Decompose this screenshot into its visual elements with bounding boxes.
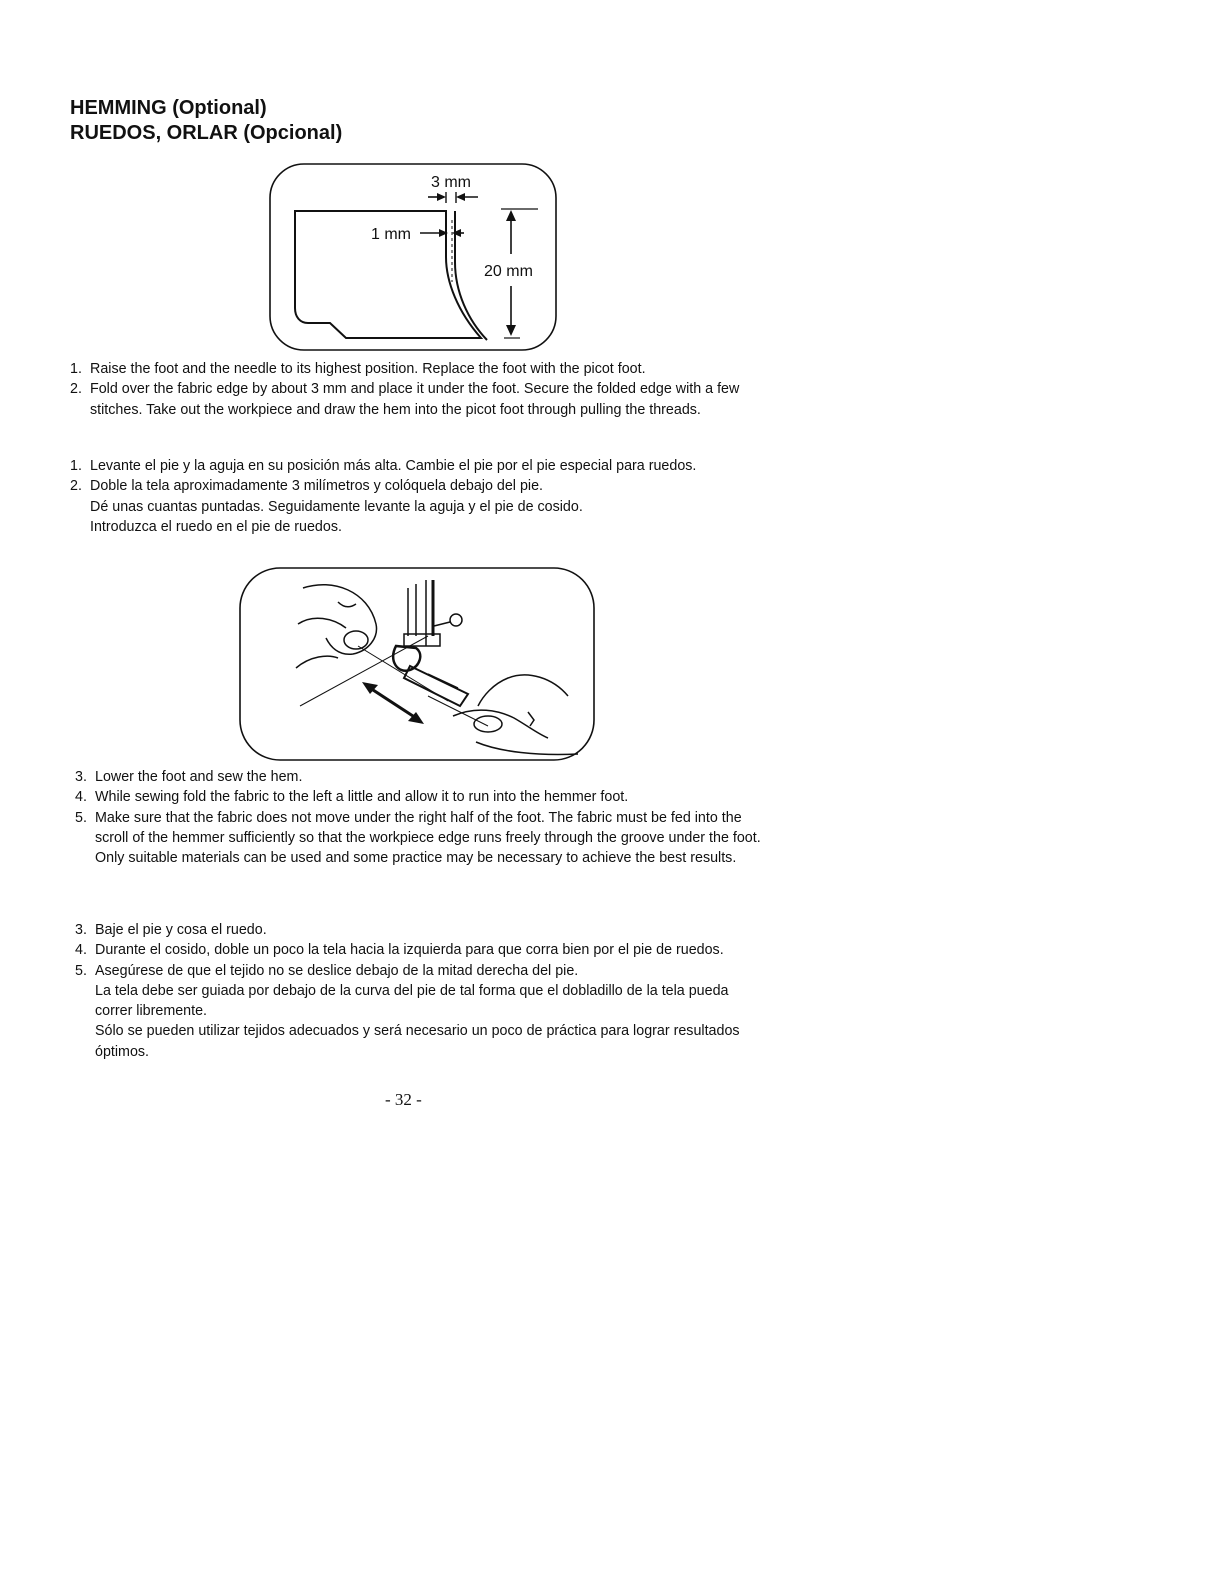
label-1mm: 1 mm (371, 226, 411, 243)
sewing-hem-illustration (238, 566, 598, 764)
step-item: 4. While sewing fold the fabric to the left a little and allow it to run into the hemmer foot. (75, 789, 629, 806)
steps-english-3-5 (75, 767, 765, 868)
presser-foot-drawing (393, 580, 468, 706)
hem-dimension-diagram (268, 162, 560, 354)
step-item: 2. Doble la tela aproximadamente 3 milímetros y colóquela debajo del pie. Dé unas cuantas puntadas. Seguidamente levante la aguja y el pie de cosido. Introduzca el ruedo en el pie de ruedos. (70, 478, 583, 535)
step-item: 2. Fold over the fabric edge by about 3 mm and place it under the foot. Secure the folded edge with a few stitches. Take out the workpiece and draw the hem into the picot foot through pulling the threads. (70, 381, 740, 418)
feed-direction-arrow (362, 682, 424, 724)
step-item: 3. Baje el pie y cosa el ruedo. (75, 922, 267, 938)
steps-spanish-3-5 (75, 920, 765, 1062)
step-item: 3. Lower the foot and sew the hem. (75, 769, 303, 785)
step-item: 5. Make sure that the fabric does not move under the right half of the foot. The fabric must be fed into the scroll of the hemmer sufficiently so that the workpiece edge runs freely through the groove under the foot. Only suitable materials can be used and some practice may be necessary to achieve the best results. (75, 809, 761, 867)
page-title-spanish: RUEDOS, ORLAR (Opcional) (70, 122, 343, 144)
label-20mm: 20 mm (484, 263, 533, 280)
step-item: 1. Raise the foot and the needle to its highest position. Replace the foot with the picot foot. (70, 361, 646, 377)
step-item: 4. Durante el cosido, doble un poco la tela hacia la izquierda para que corra bien por el pie de ruedos. (75, 942, 724, 959)
left-hand-drawing (296, 585, 376, 668)
page-title-english: HEMMING (Optional) (70, 97, 267, 119)
right-hand-drawing (453, 675, 578, 755)
step-item: 1. Levante el pie y la aguja en su posición más alta. Cambie el pie por el pie especial para ruedos. (70, 458, 697, 474)
step-item: 5. Asegúrese de que el tejido no se deslice debajo de la mitad derecha del pie. La tela debe ser guiada por debajo de la curva del pie de tal forma que el dobladillo de la tela pueda correr libremente. Sólo se pueden utilizar tejidos adecuados y será necesario un poco de práctica para lograr resultados óptimos. (75, 962, 740, 1060)
steps-english-1-2 (70, 359, 760, 420)
steps-spanish-1-2 (70, 456, 760, 537)
label-3mm: 3 mm (431, 174, 471, 191)
page-number: - 32 - (385, 1090, 422, 1109)
